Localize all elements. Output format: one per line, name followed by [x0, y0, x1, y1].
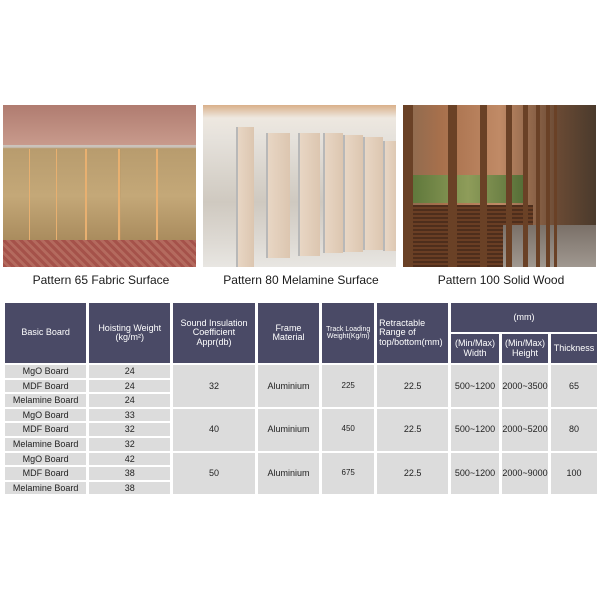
height-cell: 2000~5200 — [502, 409, 548, 451]
partition-panel — [121, 149, 158, 243]
weight-cell: 24 — [89, 380, 170, 393]
header-basic-board: Basic Board — [5, 303, 86, 363]
photo-melamine-surface — [203, 105, 396, 267]
frame-cell: Aluminium — [258, 453, 320, 495]
weight-cell: 42 — [89, 453, 170, 466]
wood-post — [403, 105, 413, 267]
wood-post — [480, 105, 487, 267]
range-cell: 22.5 — [377, 453, 448, 495]
partition-panel — [158, 149, 196, 243]
weight-cell: 38 — [89, 482, 170, 495]
frame-cell: Aluminium — [258, 409, 320, 451]
header-height: (Min/Max) Height — [502, 334, 548, 363]
photo-solid-wood — [403, 105, 596, 267]
partition-leaf — [298, 133, 320, 256]
header-sound-insulation: Sound Insulation Coefficient Appr(db) — [173, 303, 254, 363]
sound-cell: 40 — [173, 409, 254, 451]
width-cell: 500~1200 — [451, 409, 499, 451]
board-cell: Melamine Board — [5, 394, 86, 407]
header-track-loading: Track Loading Weight(Kg/m) — [322, 303, 374, 363]
board-cell: MgO Board — [5, 365, 86, 378]
weight-cell: 24 — [89, 365, 170, 378]
header-thickness: Thickness — [551, 334, 597, 363]
header-frame-material: Frame Material — [258, 303, 320, 363]
weight-cell: 32 — [89, 438, 170, 451]
header-mm-group: (mm) — [451, 303, 597, 332]
partition-leaf — [383, 141, 396, 251]
photo-fabric-surface — [3, 105, 196, 267]
board-cell: MDF Board — [5, 467, 86, 480]
track-cell: 450 — [322, 409, 374, 451]
weight-cell: 33 — [89, 409, 170, 422]
partition-leaf — [343, 135, 363, 252]
partition-leaf — [363, 137, 383, 250]
partition-leaf — [323, 133, 343, 253]
spec-table — [2, 301, 600, 496]
table-row — [5, 409, 597, 422]
wood-post — [506, 105, 512, 267]
table-row — [5, 453, 597, 466]
wood-post — [536, 105, 540, 267]
track-cell: 675 — [322, 453, 374, 495]
board-cell: MDF Board — [5, 380, 86, 393]
weight-cell: 38 — [89, 467, 170, 480]
thickness-cell: 80 — [551, 409, 597, 451]
board-cell: MgO Board — [5, 409, 86, 422]
thickness-cell: 100 — [551, 453, 597, 495]
partition-panel — [57, 149, 87, 243]
header-width: (Min/Max) Width — [451, 334, 499, 363]
height-cell: 2000~3500 — [502, 365, 548, 407]
partition-leaf — [236, 127, 254, 267]
caption-pattern-65: Pattern 65 Fabric Surface — [32, 273, 170, 287]
board-cell: MDF Board — [5, 423, 86, 436]
weight-cell: 32 — [89, 423, 170, 436]
board-cell: Melamine Board — [5, 482, 86, 495]
track-cell: 225 — [322, 365, 374, 407]
wood-post — [523, 105, 528, 267]
thickness-cell: 65 — [551, 365, 597, 407]
height-cell: 2000~9000 — [502, 453, 548, 495]
wood-post — [546, 105, 550, 267]
weight-cell: 24 — [89, 394, 170, 407]
header-hoisting-weight: Hoisting Weight (kg/m²) — [89, 303, 170, 363]
wood-post — [448, 105, 457, 267]
width-cell: 500~1200 — [451, 453, 499, 495]
partition-panel — [3, 149, 31, 243]
partition-panel — [30, 149, 58, 243]
range-cell: 22.5 — [377, 409, 448, 451]
frame-cell: Aluminium — [258, 365, 320, 407]
wood-post — [554, 105, 557, 267]
caption-pattern-100: Pattern 100 Solid Wood — [437, 273, 565, 287]
board-cell: Melamine Board — [5, 438, 86, 451]
header-retractable-range: Retractable Range of top/bottom(mm) — [377, 303, 448, 363]
range-cell: 22.5 — [377, 365, 448, 407]
sound-cell: 50 — [173, 453, 254, 495]
width-cell: 500~1200 — [451, 365, 499, 407]
board-cell: MgO Board — [5, 453, 86, 466]
caption-pattern-80: Pattern 80 Melamine Surface — [223, 273, 379, 287]
sound-cell: 32 — [173, 365, 254, 407]
ceiling — [3, 105, 196, 145]
table-row — [5, 365, 597, 378]
carpet-floor — [3, 240, 196, 267]
partition-leaf — [266, 133, 290, 258]
partition-panel — [87, 149, 120, 243]
